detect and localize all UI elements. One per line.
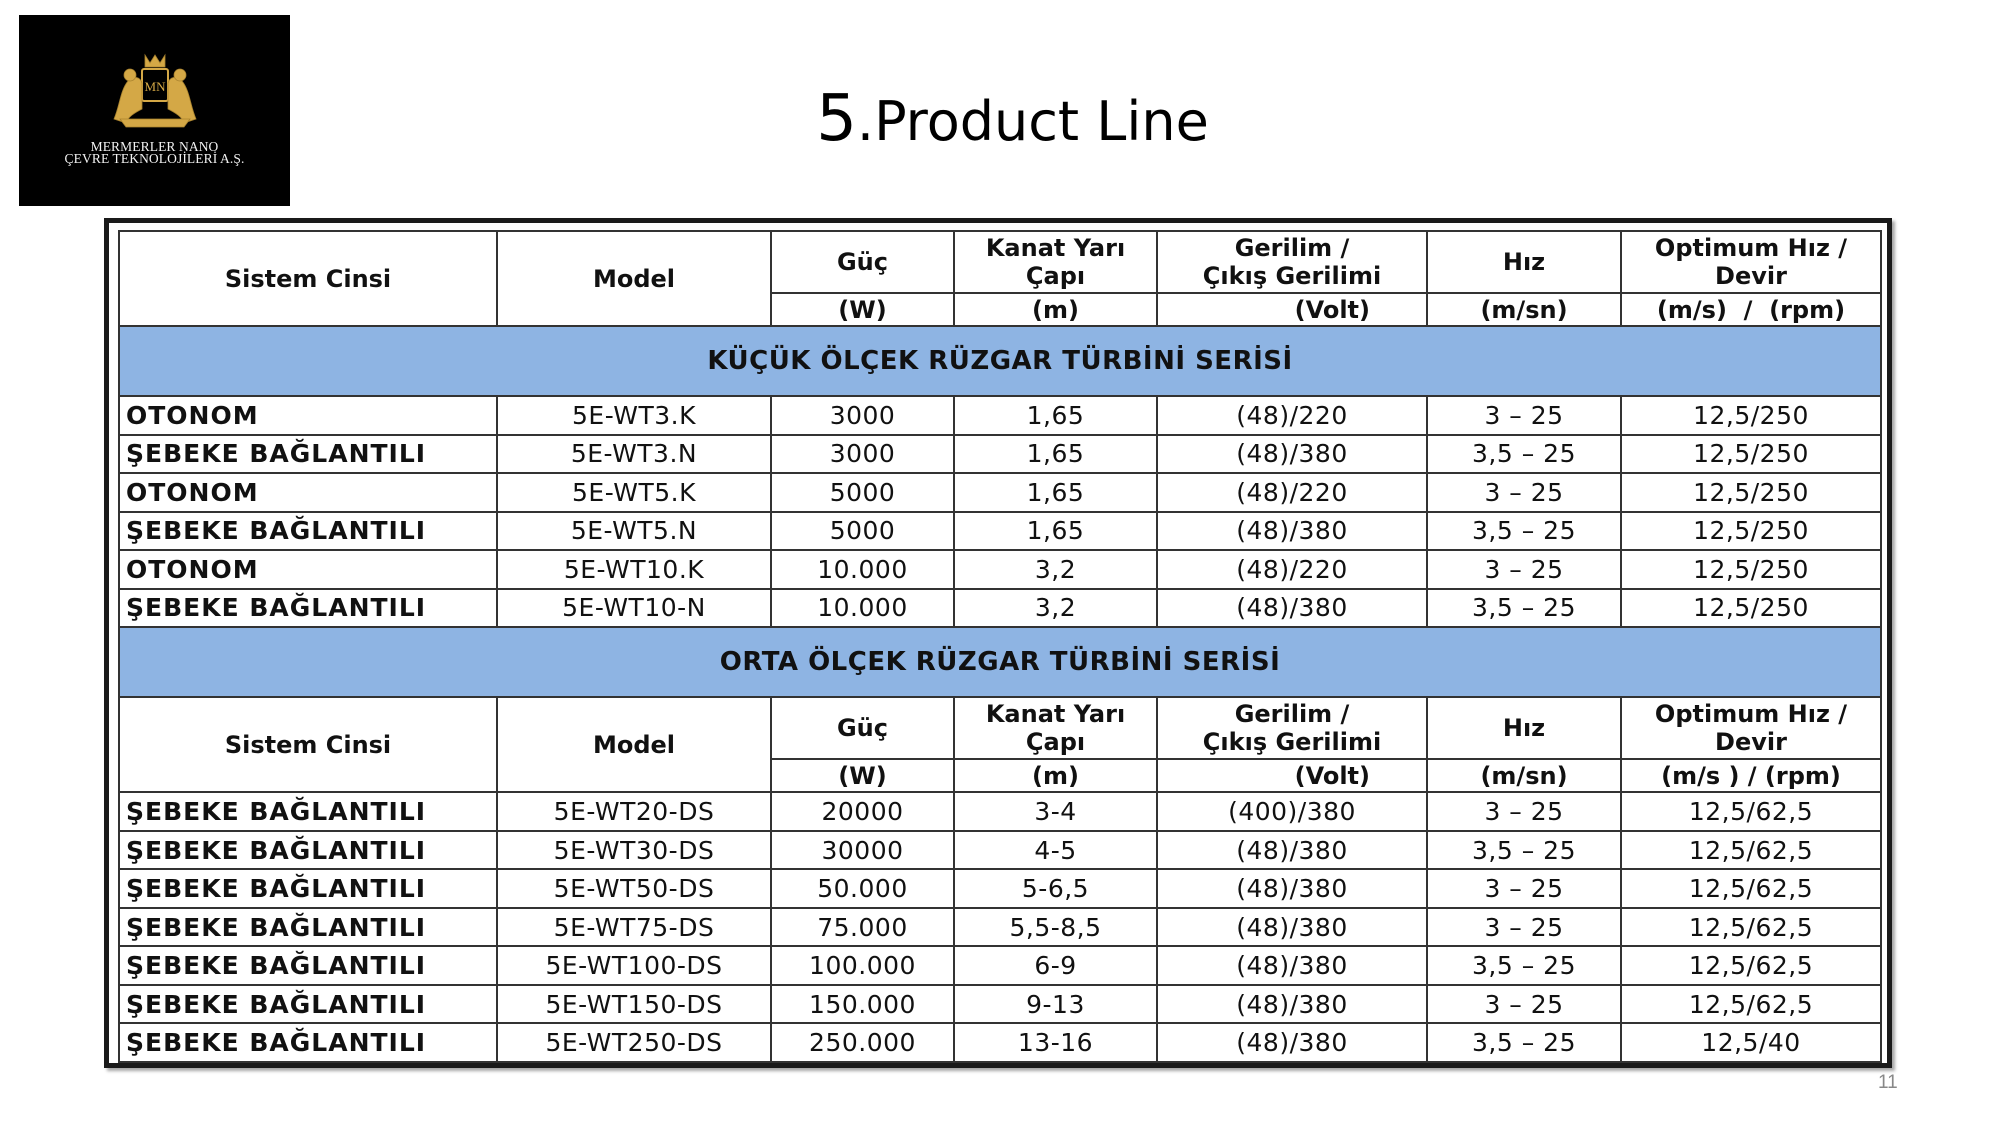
table-cell: 100.000 — [771, 946, 954, 985]
table-row — [119, 946, 1881, 985]
logo-monogram: MN — [144, 79, 165, 94]
unit-blade: (m) — [954, 293, 1157, 326]
table-row — [119, 550, 1881, 589]
table-cell: 12,5/250 — [1621, 589, 1881, 628]
page-number: 11 — [1878, 1072, 1898, 1093]
table-cell: 1,65 — [954, 396, 1157, 435]
table-cell: 5E-WT150-DS — [497, 985, 771, 1024]
col-header-speed: Hız — [1427, 697, 1621, 759]
table-row — [119, 831, 1881, 870]
table-row — [119, 985, 1881, 1024]
table-cell: (48)/220 — [1157, 396, 1427, 435]
table-cell: 3 – 25 — [1427, 473, 1621, 512]
table-cell: 50.000 — [771, 869, 954, 908]
col-header-voltage — [1157, 231, 1427, 293]
table-cell: 12,5/62,5 — [1621, 831, 1881, 870]
unit-power: (W) — [771, 759, 954, 792]
table-cell: 1,65 — [954, 473, 1157, 512]
table-cell: 12,5/62,5 — [1621, 792, 1881, 831]
col-header-voltage-l1: Gerilim / — [1234, 700, 1350, 729]
table-cell: 5E-WT5.K — [497, 473, 771, 512]
table-cell: 150.000 — [771, 985, 954, 1024]
col-header-power: Güç — [771, 697, 954, 759]
table-cell: OTONOM — [119, 396, 497, 435]
table-cell: 12,5/40 — [1621, 1023, 1881, 1062]
col-header-speed: Hız — [1427, 231, 1621, 293]
col-header-blade-l1: Kanat Yarı — [985, 234, 1126, 263]
col-header-system: Sistem Cinsi — [119, 231, 497, 326]
table-cell: 5000 — [771, 473, 954, 512]
title-number: 5 — [816, 82, 857, 156]
table-cell: 12,5/250 — [1621, 396, 1881, 435]
table-cell: 4-5 — [954, 831, 1157, 870]
table-row — [119, 869, 1881, 908]
table-cell: (400)/380 — [1157, 792, 1427, 831]
table-cell: 9-13 — [954, 985, 1157, 1024]
table-cell: (48)/380 — [1157, 589, 1427, 628]
col-header-voltage-l2: Çıkış Gerilimi — [1202, 262, 1382, 291]
table-cell: 5E-WT250-DS — [497, 1023, 771, 1062]
col-header-blade-l2: Çapı — [1025, 262, 1086, 291]
table-cell: ŞEBEKE BAĞLANTILI — [119, 946, 497, 985]
small-header-row-top — [119, 231, 1881, 293]
table-cell: (48)/380 — [1157, 512, 1427, 551]
table-cell: 12,5/62,5 — [1621, 985, 1881, 1024]
col-header-optimum-l2: Devir — [1715, 262, 1787, 291]
table-cell: 10.000 — [771, 589, 954, 628]
table-cell: 13-16 — [954, 1023, 1157, 1062]
table-cell: 5E-WT20-DS — [497, 792, 771, 831]
table-cell: (48)/380 — [1157, 831, 1427, 870]
table-cell: 12,5/62,5 — [1621, 908, 1881, 947]
unit-blade: (m) — [954, 759, 1157, 792]
table-cell: 3 – 25 — [1427, 792, 1621, 831]
table-cell: 3 – 25 — [1427, 869, 1621, 908]
table-cell: (48)/220 — [1157, 473, 1427, 512]
table-cell: 1,65 — [954, 435, 1157, 474]
table-row — [119, 435, 1881, 474]
table-cell: 3,5 – 25 — [1427, 589, 1621, 628]
unit-speed: (m/sn) — [1427, 759, 1621, 792]
col-header-optimum-l2: Devir — [1715, 728, 1787, 757]
table-cell: 12,5/250 — [1621, 473, 1881, 512]
medium_series-title: ORTA ÖLÇEK RÜZGAR TÜRBİNİ SERİSİ — [119, 627, 1881, 697]
table-cell: 6-9 — [954, 946, 1157, 985]
col-header-blade-l1: Kanat Yarı — [985, 700, 1126, 729]
table-cell: 10.000 — [771, 550, 954, 589]
table-cell: (48)/380 — [1157, 1023, 1427, 1062]
table-cell: ŞEBEKE BAĞLANTILI — [119, 831, 497, 870]
unit-voltage: (Volt) — [1157, 293, 1427, 326]
table-cell: OTONOM — [119, 473, 497, 512]
table-cell: 5E-WT10.K — [497, 550, 771, 589]
table-cell: 3000 — [771, 396, 954, 435]
table-cell: (48)/380 — [1157, 908, 1427, 947]
table-cell: 12,5/62,5 — [1621, 869, 1881, 908]
table-cell: ŞEBEKE BAĞLANTILI — [119, 792, 497, 831]
table-cell: 20000 — [771, 792, 954, 831]
table-cell: 5E-WT30-DS — [497, 831, 771, 870]
table-cell: 5E-WT3.K — [497, 396, 771, 435]
col-header-system: Sistem Cinsi — [119, 697, 497, 792]
col-header-model: Model — [497, 231, 771, 326]
table-cell: ŞEBEKE BAĞLANTILI — [119, 985, 497, 1024]
col-header-voltage-l2: Çıkış Gerilimi — [1202, 728, 1382, 757]
table-row — [119, 512, 1881, 551]
product-table-frame — [104, 218, 1892, 1068]
table-cell: 75.000 — [771, 908, 954, 947]
table-cell: 3 – 25 — [1427, 908, 1621, 947]
table-cell: 30000 — [771, 831, 954, 870]
unit-power: (W) — [771, 293, 954, 326]
table-cell: ŞEBEKE BAĞLANTILI — [119, 908, 497, 947]
table-cell: 250.000 — [771, 1023, 954, 1062]
table-cell: 12,5/250 — [1621, 550, 1881, 589]
table-cell: ŞEBEKE BAĞLANTILI — [119, 512, 497, 551]
table-cell: 3000 — [771, 435, 954, 474]
table-cell: 3,5 – 25 — [1427, 946, 1621, 985]
table-cell: 3,5 – 25 — [1427, 512, 1621, 551]
logo-line-2: ÇEVRE TEKNOLOJİLERİ A.Ş. — [64, 151, 245, 166]
table-cell: (48)/380 — [1157, 435, 1427, 474]
col-header-optimum — [1621, 697, 1881, 759]
table-cell: ŞEBEKE BAĞLANTILI — [119, 589, 497, 628]
table-cell: (48)/380 — [1157, 946, 1427, 985]
col-header-blade — [954, 697, 1157, 759]
medium_series-title-row — [119, 627, 1881, 697]
col-header-optimum — [1621, 231, 1881, 293]
table-cell: (48)/220 — [1157, 550, 1427, 589]
table-cell: 3,2 — [954, 550, 1157, 589]
table-cell: 3-4 — [954, 792, 1157, 831]
col-header-voltage-l1: Gerilim / — [1234, 234, 1350, 263]
table-cell: 12,5/62,5 — [1621, 946, 1881, 985]
table-cell: 5E-WT75-DS — [497, 908, 771, 947]
table-cell: ŞEBEKE BAĞLANTILI — [119, 435, 497, 474]
col-header-optimum-l1: Optimum Hız / — [1654, 234, 1848, 263]
table-row — [119, 908, 1881, 947]
table-cell: 1,65 — [954, 512, 1157, 551]
page-title — [0, 82, 2000, 156]
product-table — [118, 230, 1882, 1063]
col-header-optimum-l1: Optimum Hız / — [1654, 700, 1848, 729]
table-row — [119, 589, 1881, 628]
table-cell: 12,5/250 — [1621, 512, 1881, 551]
table-cell: 3 – 25 — [1427, 396, 1621, 435]
col-header-blade — [954, 231, 1157, 293]
table-cell: OTONOM — [119, 550, 497, 589]
table-cell: 5E-WT10-N — [497, 589, 771, 628]
table-cell: (48)/380 — [1157, 869, 1427, 908]
unit-voltage: (Volt) — [1157, 759, 1427, 792]
table-cell: 5,5-8,5 — [954, 908, 1157, 947]
col-header-voltage — [1157, 697, 1427, 759]
table-cell: 5000 — [771, 512, 954, 551]
table-cell: (48)/380 — [1157, 985, 1427, 1024]
table-cell: 3 – 25 — [1427, 985, 1621, 1024]
col-header-blade-l2: Çapı — [1025, 728, 1086, 757]
table-row — [119, 792, 1881, 831]
table-row — [119, 1023, 1881, 1062]
table-cell: 12,5/250 — [1621, 435, 1881, 474]
table-row — [119, 396, 1881, 435]
table-cell: ŞEBEKE BAĞLANTILI — [119, 869, 497, 908]
unit-speed: (m/sn) — [1427, 293, 1621, 326]
col-header-model: Model — [497, 697, 771, 792]
table-cell: 5E-WT3.N — [497, 435, 771, 474]
logo-line-1: MERMERLER NANO — [90, 139, 219, 154]
unit-optimum: (m/s ) / (rpm) — [1621, 759, 1881, 792]
small_series-title-row — [119, 326, 1881, 396]
table-cell: 3,5 – 25 — [1427, 1023, 1621, 1062]
table-cell: 5E-WT100-DS — [497, 946, 771, 985]
table-cell: 3,5 – 25 — [1427, 831, 1621, 870]
title-text: .Product Line — [856, 90, 1209, 153]
small_series-title: KÜÇÜK ÖLÇEK RÜZGAR TÜRBİNİ SERİSİ — [119, 326, 1881, 396]
table-cell: 3 – 25 — [1427, 550, 1621, 589]
col-header-power: Güç — [771, 231, 954, 293]
table-cell: 5-6,5 — [954, 869, 1157, 908]
unit-optimum: (m/s) / (rpm) — [1621, 293, 1881, 326]
table-cell: 3,5 – 25 — [1427, 435, 1621, 474]
table-cell: 3,2 — [954, 589, 1157, 628]
table-cell: 5E-WT5.N — [497, 512, 771, 551]
table-cell: 5E-WT50-DS — [497, 869, 771, 908]
medium-header-row-top — [119, 697, 1881, 759]
table-row — [119, 473, 1881, 512]
table-cell: ŞEBEKE BAĞLANTILI — [119, 1023, 497, 1062]
